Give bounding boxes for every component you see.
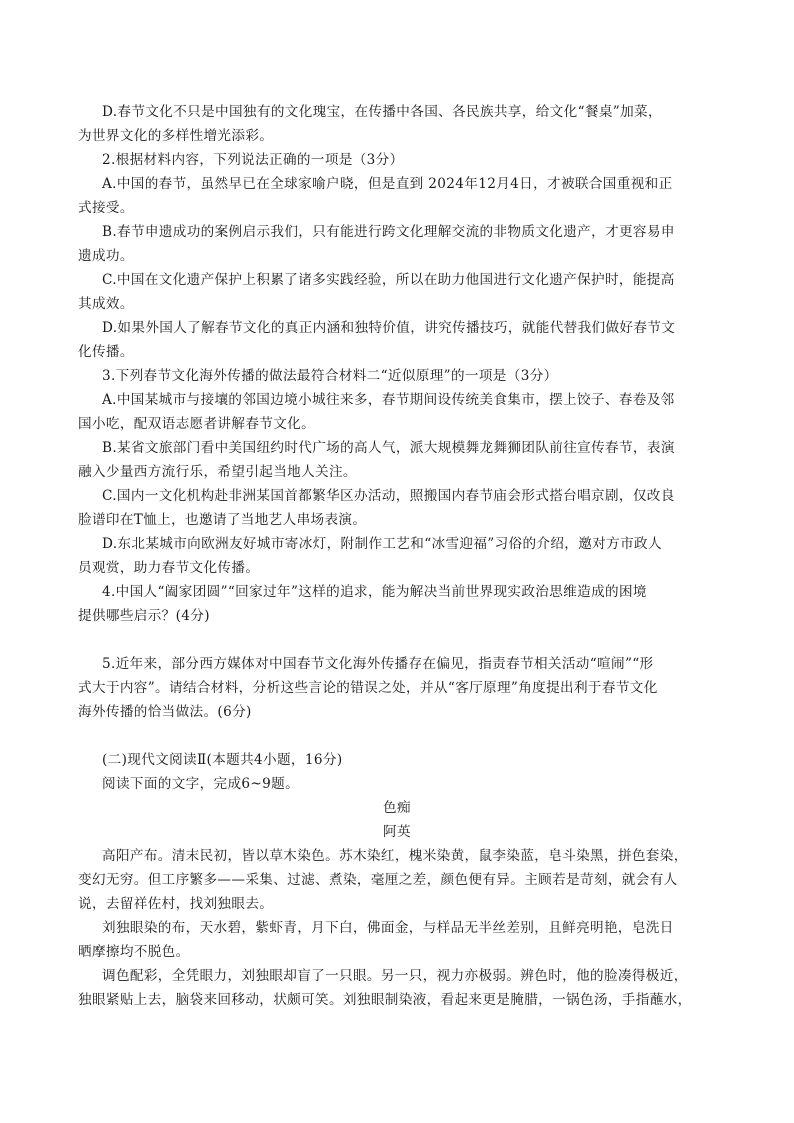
text-line: D.春节文化不只是中国独有的文化瑰宝，在传播中各国、各民族共享，给文化“餐桌”加菜， xyxy=(102,104,662,120)
text-line: C.中国在文化遗产保护上积累了诸多实践经验，所以在助力他国进行文化遗产保护时，能提高 xyxy=(102,272,675,288)
text-line: 5.近年来，部分西方媒体对中国春节文化海外传播存在偏见，指责春节相关活动“喧闹”“形 xyxy=(102,656,654,672)
text-line: D.东北某城市向欧洲友好城市寄冰灯，附制作工艺和“冰雪迎福”习俗的介绍，邀对方市政人 xyxy=(102,536,662,552)
text-line: 式大于内容”。请结合材料，分析这些言论的错误之处，并从“客厅原理”角度提出利于春节文化 xyxy=(78,680,658,696)
text-line: 融入少量西方流行乐，希望引起当地人关注。 xyxy=(78,464,357,480)
text-line: 2.根据材料内容，下列说法正确的一项是（3分） xyxy=(102,152,404,168)
text-line: B.某省文旅部门看中美国纽约时代广场的高人气，派大规模舞龙舞狮团队前往宣传春节，表演 xyxy=(102,440,675,456)
text-line: A.中国某城市与接壤的邻国边境小城往来多，春节期间设传统美食集市，摆上饺子、春卷及邻 xyxy=(102,392,675,408)
text-line: 晒摩擦均不脱色。 xyxy=(78,944,190,960)
text-line: B.春节申遗成功的案例启示我们，只有能进行跨文化理解交流的非物质文化遗产，才更容易申 xyxy=(102,224,675,240)
text-line: 化传播。 xyxy=(78,344,134,360)
text-line: 刘独眼染的布，天水碧，紫虾青，月下白，佛面金，与样品无半丝差别，且鲜亮明艳，皂洗日 xyxy=(102,920,674,936)
text-line: 脸谱印在T恤上，也邀请了当地艺人串场表演。 xyxy=(78,512,367,528)
text-line: A.中国的春节，虽然早已在全球家喻户晓，但是直到 2024年12月4日，才被联合国重视和正 xyxy=(102,176,673,192)
text-line: 其成效。 xyxy=(78,296,134,312)
text-line: C.国内一文化机构赴非洲某国首都繁华区办活动，照搬国内春节庙会形式搭台唱京剧，仅改良 xyxy=(102,488,675,504)
text-line: 阅读下面的文字，完成6~9题。 xyxy=(102,776,300,792)
text-line: 海外传播的恰当做法。(6分) xyxy=(78,704,252,720)
text-line: 式接受。 xyxy=(78,200,134,216)
text-line: 说，去留祥佐村，找刘独眼去。 xyxy=(78,896,274,912)
text-line: 变幻无穷。但工序繁多——采集、过滤、煮染，毫厘之差，颜色便有异。主顾若是苛刻，就会有人 xyxy=(78,872,678,888)
text-line: 4.中国人“阖家团圆”“回家过年”这样的追求，能为解决当前世界现实政治思维造成的困境 xyxy=(102,584,647,600)
text-line: 提供哪些启示？(4分) xyxy=(78,608,210,624)
text-line: 为世界文化的多样性增光添彩。 xyxy=(78,128,274,144)
text-line: 遗成功。 xyxy=(78,248,134,264)
text-line: 员观赏，助力春节文化传播。 xyxy=(78,560,260,576)
text-line: (二)现代文阅读Ⅱ(本题共4小题，16分) xyxy=(102,752,343,768)
centered-text-line: 色痴 xyxy=(383,800,411,816)
text-line: 3.下列春节文化海外传播的做法最符合材料二“近似原理”的一项是（3分） xyxy=(102,368,558,384)
text-line: 国小吃，配双语志愿者讲解春节文化。 xyxy=(78,416,316,432)
text-line: D.如果外国人了解春节文化的真正内涵和独特价值，讲究传播技巧，就能代替我们做好春节文 xyxy=(102,320,676,336)
text-line: 独眼紧贴上去，脑袋来回移动，状颇可笑。刘独眼制染液，看起来更是腌腊，一锅色汤，手指蘸水， xyxy=(78,992,692,1008)
text-line: 高阳产布。清末民初，皆以草木染色。苏木染红，槐米染黄，鼠李染蓝，皂斗染黑，拼色套染， xyxy=(102,848,688,864)
centered-text-line: 阿英 xyxy=(383,824,411,840)
text-line: 调色配彩，全凭眼力，刘独眼却盲了一只眼。另一只，视力亦极弱。辨色时，他的脸凑得极近， xyxy=(102,968,688,984)
